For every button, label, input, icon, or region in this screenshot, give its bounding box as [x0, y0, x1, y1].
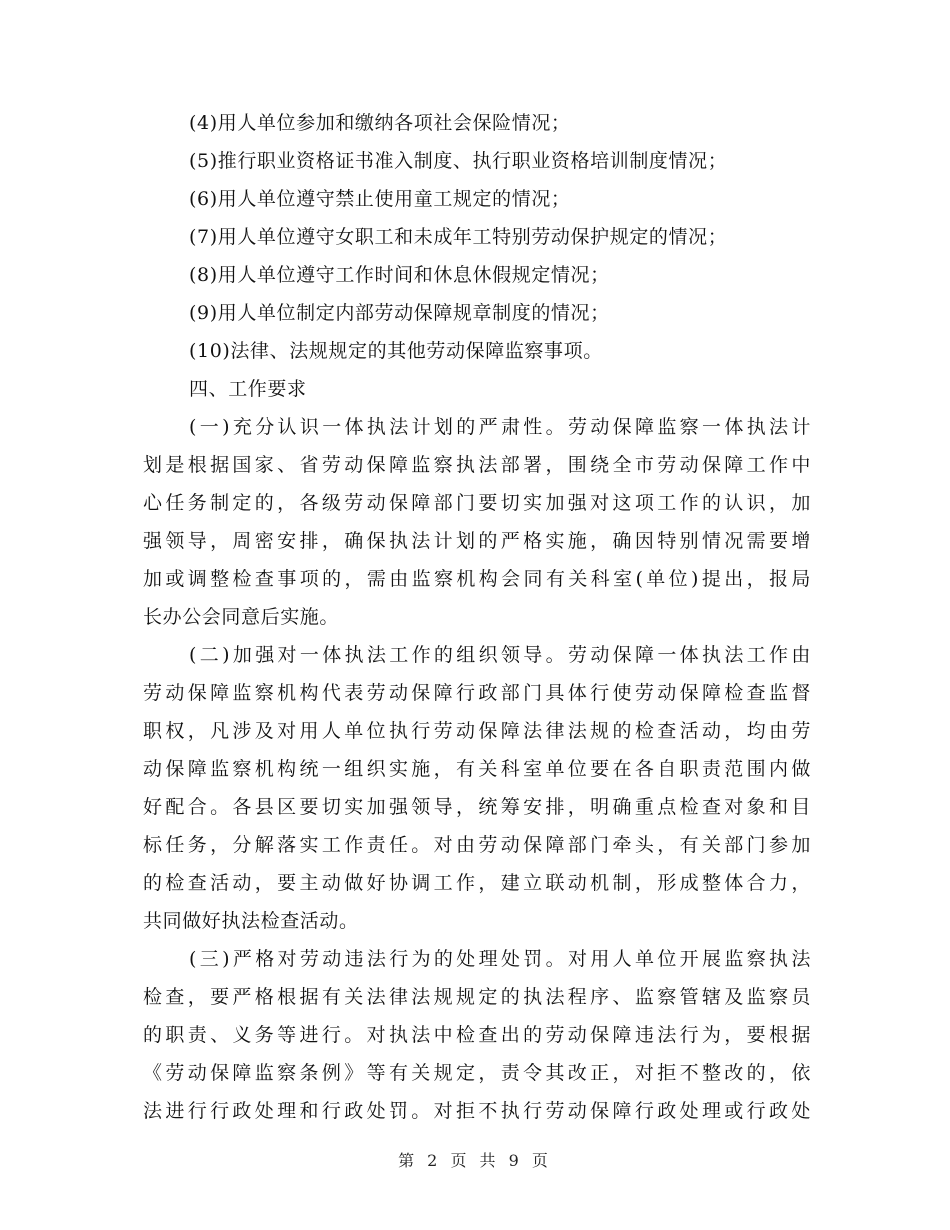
paragraph-requirement-3 — [143, 940, 811, 1130]
paragraph-line: 劳动保障监察机构代表劳动保障行政部门具体行使劳动保障检查监督 — [143, 682, 811, 704]
section-heading: 四、工作要求 — [189, 378, 307, 400]
paragraph-line: (二)加强对一体执法工作的组织领导。劳动保障一体执法工作由 — [189, 644, 811, 666]
list-item: (4)用人单位参加和缴纳各项社会保险情况； — [189, 112, 571, 134]
paragraph-line: 划是根据国家、省劳动保障监察执法部署，围绕全市劳动保障工作中 — [143, 454, 811, 476]
paragraph-line: (三)严格对劳动违法行为的处理处罚。对用人单位开展监察执法 — [189, 948, 811, 970]
list-item: (10)法律、法规规定的其他劳动保障监察事项。 — [189, 340, 603, 362]
paragraph-line: 长办公会同意后实施。 — [143, 606, 340, 628]
document-body — [143, 104, 811, 1130]
list-item: (9)用人单位制定内部劳动保障规章制度的情况； — [189, 302, 610, 324]
list-item: (8)用人单位遵守工作时间和休息休假规定情况； — [189, 264, 610, 286]
paragraph-line: 心任务制定的，各级劳动保障部门要切实加强对这项工作的认识，加 — [143, 492, 811, 514]
paragraph-line: 好配合。各县区要切实加强领导，统筹安排，明确重点检查对象和目 — [143, 796, 811, 818]
paragraph-line: 的职责、义务等进行。对执法中检查出的劳动保障违法行为，要根据 — [143, 1024, 811, 1046]
paragraph-line: (一)充分认识一体执法计划的严肃性。劳动保障监察一体执法计 — [189, 416, 811, 438]
inspection-items-list — [143, 104, 811, 370]
paragraph-line: 职权，凡涉及对用人单位执行劳动保障法律法规的检查活动，均由劳 — [143, 720, 811, 742]
list-item: (5)推行职业资格证书准入制度、执行职业资格培训制度情况； — [189, 150, 728, 172]
paragraph-line: 动保障监察机构统一组织实施，有关科室单位要在各自职责范围内做 — [143, 758, 811, 780]
paragraph-line: 强领导，周密安排，确保执法计划的严格实施，确因特别情况需要增 — [143, 530, 811, 552]
paragraph-line: 法进行行政处理和行政处罚。对拒不执行劳动保障行政处理或行政处 — [143, 1100, 811, 1122]
paragraph-requirement-2 — [143, 636, 811, 940]
paragraph-line: 的检查活动，要主动做好协调工作，建立联动机制，形成整体合力， — [143, 872, 811, 894]
list-item: (6)用人单位遵守禁止使用童工规定的情况； — [189, 188, 571, 210]
paragraph-line: 标任务，分解落实工作责任。对由劳动保障部门牵头，有关部门参加 — [143, 834, 811, 856]
list-item: (7)用人单位遵守女职工和未成年工特别劳动保护规定的情况； — [189, 226, 728, 248]
paragraph-line: 《劳动保障监察条例》等有关规定，责令其改正，对拒不整改的，依 — [143, 1062, 811, 1084]
paragraph-line: 共同做好执法检查活动。 — [143, 910, 359, 932]
paragraph-line: 加或调整检查事项的，需由监察机构会同有关科室(单位)提出，报局 — [143, 568, 811, 590]
paragraph-requirement-1 — [143, 408, 811, 636]
paragraph-line: 检查，要严格根据有关法律法规规定的执法程序、监察管辖及监察员 — [143, 986, 811, 1008]
page-number-footer: 第 2 页 共 9 页 — [398, 1151, 552, 1170]
